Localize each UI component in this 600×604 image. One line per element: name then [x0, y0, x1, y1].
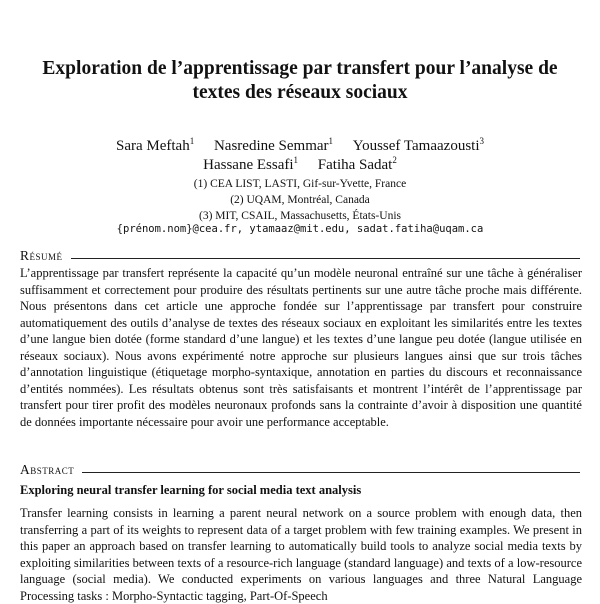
author-affil: 3	[479, 136, 484, 146]
author-row-2	[0, 156, 600, 175]
author-name: Fatiha Sadat	[317, 157, 393, 173]
heading-rule	[82, 472, 580, 473]
affiliations	[0, 176, 600, 224]
author-list	[0, 137, 600, 175]
author-name: Nasredine Semmar	[213, 138, 329, 154]
author-name: Sara Meftah	[116, 138, 190, 154]
author	[116, 137, 194, 156]
abstract-section-heading	[20, 462, 580, 478]
author-row-1	[0, 137, 600, 156]
title-line-2: textes des réseaux sociaux	[192, 82, 408, 103]
author-affil: 1	[189, 136, 195, 146]
abstract-paragraph: Transfer learning consists in learning a parent neural network on a source problem with enough data, then transferring a part of its weights to represent data of a target problem with few training examples. We present in this paper an approach based on transfer learning to automatically build tools to analyze social media texts by exploiting similarities between texts of a resource-rich language (standard language) and texts of a low-resource language (social media). We conducted experiments on various languages and three Natural Language Processing tasks : Morpho-Syntactic tagging, Part-Of-Speech	[20, 506, 582, 603]
author-affil: 1	[328, 136, 334, 146]
abstract-subtitle: Exploring neural transfer learning for social media text analysis	[20, 483, 362, 497]
author	[353, 137, 484, 156]
author	[318, 156, 397, 175]
affiliation-line: (3) MIT, CSAIL, Massachusetts, États-Unis	[199, 210, 401, 222]
resume-section-heading	[20, 248, 580, 264]
affiliation-line: (1) CEA LIST, LASTI, Gif-sur-Yvette, France	[193, 178, 407, 190]
abstract-heading-label: Abstract	[20, 462, 75, 477]
resume-paragraph: L’apprentissage par transfert représente la capacité qu’un modèle neuronal entraîné sur une tâche à généraliser suffisamment et correctement pour produire des résultats pertinents sur une autre tâche proche mais différente. Nous présentons dans cet article une approche fondée sur l’apprentissage par transfert pour construire automatiquement des outils d’analyse de textes des réseaux sociaux en exploitant les similarités entre les textes d’une langue bien dotée (forme standard d’une langue) et les textes d’une langue peu dotée (langue utilisée en réseaux sociaux). Nous avons expérimenté notre approche sur plusieurs langues ainsi que sur trois tâches d’annotation linguistique (étiquetage morpho-syntaxique, annotation en parties du discours et reconnaissance d’entités nommées). Les résultats obtenus sont très satisfaisants et montrent l’intérêt de l’apprentissage par transfert pour tirer profit des modèles neuronaux profonds sans la contrainte d’avoir à disposition une quantité de données importante nécessaire pour avoir une performance acceptable.	[20, 266, 582, 429]
title-line-1: Exploration de l’apprentissage par transfert pour l’analyse de	[42, 58, 558, 79]
author-affil: 2	[392, 155, 397, 165]
affiliation-line: (2) UQAM, Montréal, Canada	[230, 194, 370, 206]
author-emails: {prénom.nom}@cea.fr, ytamaaz@mit.edu, sadat.fatiha@uqam.ca	[116, 223, 484, 235]
author-name: Youssef Tamaazousti	[352, 138, 480, 154]
author-affil: 1	[293, 155, 299, 165]
paper-title	[20, 57, 580, 105]
author	[203, 156, 298, 175]
resume-heading-label: Résumé	[20, 248, 63, 263]
author-name: Hassane Essafi	[203, 157, 294, 173]
author	[214, 137, 333, 156]
heading-rule	[71, 258, 580, 259]
